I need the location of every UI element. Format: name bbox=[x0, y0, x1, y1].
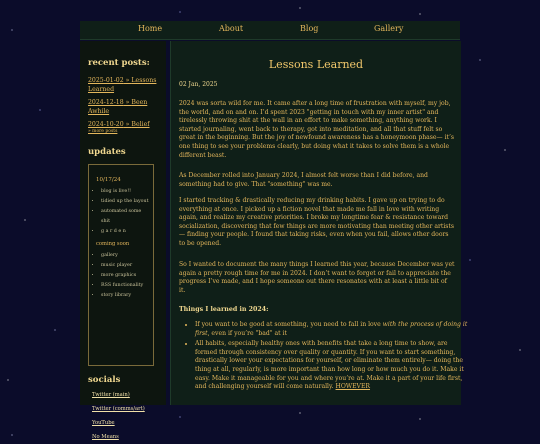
post-paragraph: I started tracking & drastically reducing my drinking habits. I gave up on trying to do everything at once. I picked up a fiction novel that made me fall in love with writing again, and realize my creative priorities. I broke my longtime fear & resistance toward socialization, discovering that few things are more motivating than meeting other artists— finding your people. I found that taking risks, even when you fail, allows other doors to be opened. bbox=[179, 197, 454, 247]
socials-heading: socials bbox=[88, 375, 121, 385]
coming-soon-item: • story library bbox=[101, 291, 149, 301]
sidebar bbox=[80, 41, 166, 440]
post-paragraph: 2024 was sorta wild for me. It came after a long time of frustration with myself, my job, the world, and on and on. I’d spent 2023 "getting in touch with my inner artist" and tirelessly throwing shit at the wall in an effort to make something, anything work. I started journaling, went back to therapy, got into meditation, and all that stuff felt so great in the beginning. But the joy of newfound awareness has a honeymoon phase— it’s one thing to see your problems clearly, but doing what it takes to solve them is a whole different beast. bbox=[179, 100, 455, 159]
update-item: • tidied up the layout bbox=[101, 197, 149, 207]
social-link-no-means[interactable]: No Means bbox=[92, 434, 119, 440]
recent-post-link[interactable]: 2025-01-02 » Lessons Learned bbox=[88, 77, 157, 93]
recent-posts-list bbox=[88, 76, 162, 134]
lesson-item: • If you want to be good at something, you need to fall in love with the process of doing it first, even if you’re "bad" at it bbox=[195, 321, 471, 338]
coming-soon-item: • more graphics bbox=[101, 271, 149, 281]
social-link-youtube[interactable]: YouTube bbox=[92, 420, 115, 426]
coming-soon-item: • gallery bbox=[101, 251, 149, 261]
nav-home-link[interactable]: Home bbox=[138, 24, 163, 33]
lesson-item: • All habits, especially healthy ones with benefits that take a long time to show, are formed through consistency over quality or quantity. If you want to start something, drastically lower your expectations for yourself, or eliminate them entirely— doing the thing at all, regularly, is more important than how long or how much you do it. Make it easy. Make it manageable for you and where you’re at. Make it a part of your life first, and challenging yourself will come naturally. HOWEVER bbox=[195, 340, 471, 392]
recent-post-link[interactable]: 2024-12-18 » Been Awhile bbox=[88, 99, 148, 115]
update-item: • blog is live!! bbox=[101, 187, 149, 197]
updates-list bbox=[93, 187, 149, 237]
coming-soon-item: • RSS functionality bbox=[101, 281, 149, 291]
nav-about-link[interactable]: About bbox=[219, 24, 244, 33]
things-learned-heading: Things I learned in 2024: bbox=[179, 306, 269, 313]
socials-list bbox=[80, 388, 166, 444]
more-posts-link[interactable]: » more posts bbox=[88, 129, 118, 134]
nav-gallery-link[interactable]: Gallery bbox=[374, 24, 404, 33]
update-item: • g a r d e n bbox=[101, 227, 149, 237]
social-link-twitter-main[interactable]: Twitter (main) bbox=[92, 392, 130, 398]
updates-box bbox=[88, 164, 154, 366]
updates-date: 10/17/24 bbox=[96, 177, 121, 183]
post-paragraph: As December rolled into January 2024, I almost felt worse than I did before, and something had to give. That "something" was me. bbox=[179, 172, 428, 188]
top-navbar bbox=[80, 21, 460, 40]
recent-posts-heading: recent posts: bbox=[88, 58, 150, 68]
coming-soon-item: • music player bbox=[101, 261, 149, 271]
social-link-twitter-art[interactable]: Twitter (comms/art) bbox=[92, 406, 145, 412]
coming-soon-heading: coming soon bbox=[96, 241, 130, 247]
post-paragraph: So I wanted to document the many things I learned this year, because December was yet again a pretty rough time for me in 2024. I don’t want to forget or fail to appreciate the progress I’ve made, and I hope someone out there resonates with at least a little bit of it. bbox=[179, 261, 455, 294]
post-date: 02 Jan, 2025 bbox=[179, 81, 218, 88]
post-content bbox=[170, 41, 468, 405]
nav-blog-link[interactable]: Blog bbox=[300, 24, 319, 33]
recent-post-link[interactable]: 2024-10-20 » Belief bbox=[88, 121, 150, 128]
post-title: Lessons Learned bbox=[268, 58, 364, 71]
lessons-list bbox=[179, 321, 471, 394]
update-item: • automated some shit bbox=[101, 207, 149, 227]
updates-heading: updates bbox=[88, 147, 126, 157]
coming-soon-list bbox=[93, 251, 149, 301]
